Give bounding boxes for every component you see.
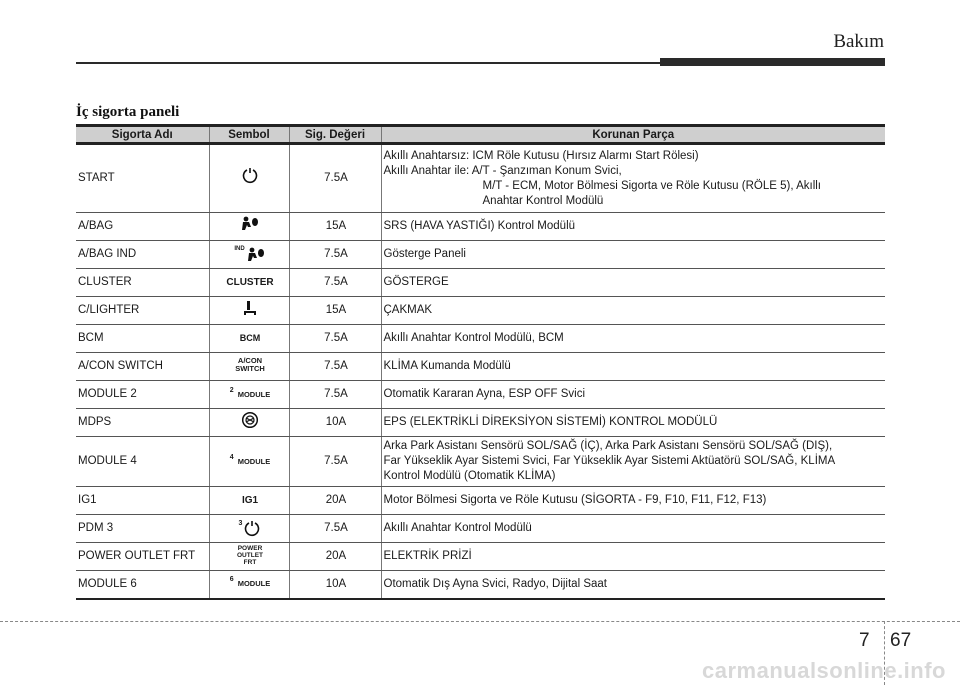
fuse-amp: 7.5A [289, 381, 381, 409]
fuse-symbol [209, 353, 289, 381]
fuse-symbol [209, 571, 289, 599]
protected-part: ELEKTRİK PRİZİ [381, 543, 885, 571]
protected-part-line: Far Yükseklik Ayar Sistemi Svici, Far Yükseklik Ayar Sistemi Aktüatörü SOL/SAĞ, KLİMA [383, 455, 836, 467]
fuse-amp: 15A [289, 213, 381, 241]
table-header-row [76, 126, 885, 144]
protected-part: Akıllı Anahtar Kontrol Modülü [381, 515, 885, 543]
fuse-symbol [209, 515, 289, 543]
protected-part [381, 144, 885, 213]
page-header-title: Bakım [833, 31, 884, 52]
fuse-symbol [209, 437, 289, 487]
symbol-label: MODULE [237, 389, 271, 399]
fuse-name: C/LIGHTER [76, 297, 209, 325]
fuse-symbol [209, 381, 289, 409]
symbol-label [237, 545, 263, 566]
protected-part-line: Arka Park Asistanı Sensörü SOL/SAĞ (İÇ), Arka Park Asistanı Sensörü SOL/SAĞ (DIŞ), [383, 440, 833, 452]
table-row [76, 241, 885, 269]
fuse-amp: 10A [289, 571, 381, 599]
table-row [76, 515, 885, 543]
fuse-name: MDPS [76, 409, 209, 437]
fuse-symbol [209, 325, 289, 353]
column-header-protected-part: Korunan Parça [381, 126, 885, 144]
fuse-name: A/CON SWITCH [76, 353, 209, 381]
fuse-name: IG1 [76, 487, 209, 515]
steering-wheel-icon [241, 411, 259, 429]
protected-part-line: M/T - ECM, Motor Bölmesi Sigorta ve Röle Kutusu (RÖLE 5), Akıllı [482, 179, 822, 192]
protected-part: GÖSTERGE [381, 269, 885, 297]
table-row [76, 213, 885, 241]
symbol-label: IG1 [241, 495, 259, 506]
symbol-label-line: A/CON [237, 356, 263, 366]
fuse-name: A/BAG [76, 213, 209, 241]
protected-part: KLİMA Kumanda Modülü [381, 353, 885, 381]
fuse-amp: 7.5A [289, 144, 381, 213]
fuse-symbol [209, 213, 289, 241]
fuse-amp: 7.5A [289, 437, 381, 487]
protected-part-line: Akıllı Anahtar ile: A/T - Şanzıman Konum Svici, [383, 164, 622, 177]
fuse-amp: 15A [289, 297, 381, 325]
fuse-amp: 20A [289, 543, 381, 571]
table-row [76, 487, 885, 515]
protected-part: Otomatik Dış Ayna Svici, Radyo, Dijital Saat [381, 571, 885, 599]
protected-part: SRS (HAVA YASTIĞI) Kontrol Modülü [381, 213, 885, 241]
table-row [76, 297, 885, 325]
fuse-symbol [209, 297, 289, 325]
fuse-symbol [209, 543, 289, 571]
protected-part-line: Kontrol Modülü (Otomatik KLİMA) [383, 470, 556, 482]
watermark: carmanualsonline.info [702, 658, 946, 683]
fuse-symbol [209, 269, 289, 297]
table-row [76, 381, 885, 409]
chapter-number: 7 [859, 630, 870, 651]
symbol-label: IND [234, 245, 245, 252]
power-key-icon [243, 520, 261, 538]
fuse-name: PDM 3 [76, 515, 209, 543]
start-key-icon [241, 167, 259, 185]
fuse-amp: 7.5A [289, 269, 381, 297]
symbol-label: MODULE [237, 579, 271, 589]
table-row [76, 571, 885, 599]
symbol-label: BCM [239, 333, 261, 343]
fuse-amp: 7.5A [289, 353, 381, 381]
table-row [76, 353, 885, 381]
symbol-number: 3 [238, 520, 243, 527]
airbag-indicator-icon [246, 247, 266, 263]
cigarette-lighter-icon [242, 299, 258, 317]
fuse-symbol [209, 409, 289, 437]
symbol-label: MODULE [237, 456, 271, 466]
protected-part-line: Akıllı Anahtarsız: ICM Röle Kutusu (Hırsız Alarmı Start Rölesi) [383, 149, 699, 162]
symbol-label-line: OUTLET [237, 551, 263, 559]
symbol-number: 4 [229, 453, 234, 461]
fuse-amp: 7.5A [289, 325, 381, 353]
protected-part: ÇAKMAK [381, 297, 885, 325]
table-row [76, 409, 885, 437]
header-rule [76, 62, 666, 64]
airbag-passenger-icon [240, 216, 260, 232]
fuse-name: A/BAG IND [76, 241, 209, 269]
table-row [76, 144, 885, 213]
footer-divider [0, 621, 960, 622]
protected-part-line: Anahtar Kontrol Modülü [482, 194, 604, 207]
symbol-label-line: FRT [243, 558, 257, 566]
protected-part: EPS (ELEKTRİKLİ DİREKSİYON SİSTEMİ) KONTROL MODÜLÜ [381, 409, 885, 437]
protected-part: Akıllı Anahtar Kontrol Modülü, BCM [381, 325, 885, 353]
fuse-symbol [209, 241, 289, 269]
fuse-symbol [209, 144, 289, 213]
protected-part [381, 437, 885, 487]
symbol-label-line: POWER [237, 544, 263, 552]
symbol-label: CLUSTER [226, 277, 274, 288]
section-title: İç sigorta paneli [76, 104, 180, 120]
column-header-amp: Sig. Değeri [289, 126, 381, 144]
protected-part: Otomatik Kararan Ayna, ESP OFF Svici [381, 381, 885, 409]
symbol-label-line: SWITCH [235, 363, 265, 373]
fuse-amp: 7.5A [289, 515, 381, 543]
fuse-name: CLUSTER [76, 269, 209, 297]
fuse-symbol [209, 487, 289, 515]
column-header-name: Sigorta Adı [76, 126, 209, 144]
fuse-name: BCM [76, 325, 209, 353]
protected-part: Motor Bölmesi Sigorta ve Röle Kutusu (SİGORTA - F9, F10, F11, F12, F13) [381, 487, 885, 515]
fuse-name: MODULE 4 [76, 437, 209, 487]
fuse-name: POWER OUTLET FRT [76, 543, 209, 571]
symbol-number: 2 [229, 386, 234, 394]
header-rule-accent [660, 58, 885, 66]
fuse-amp: 10A [289, 409, 381, 437]
fuse-name: MODULE 6 [76, 571, 209, 599]
symbol-number: 6 [229, 576, 234, 584]
table-row [76, 269, 885, 297]
fuse-name: MODULE 2 [76, 381, 209, 409]
fuse-name: START [76, 144, 209, 213]
table-row [76, 543, 885, 571]
column-header-symbol: Sembol [209, 126, 289, 144]
fuse-table [76, 124, 885, 600]
table-row [76, 325, 885, 353]
fuse-amp: 7.5A [289, 241, 381, 269]
page-number: 67 [890, 630, 912, 651]
table-row [76, 437, 885, 487]
protected-part: Gösterge Paneli [381, 241, 885, 269]
symbol-label [235, 357, 265, 372]
fuse-amp: 20A [289, 487, 381, 515]
